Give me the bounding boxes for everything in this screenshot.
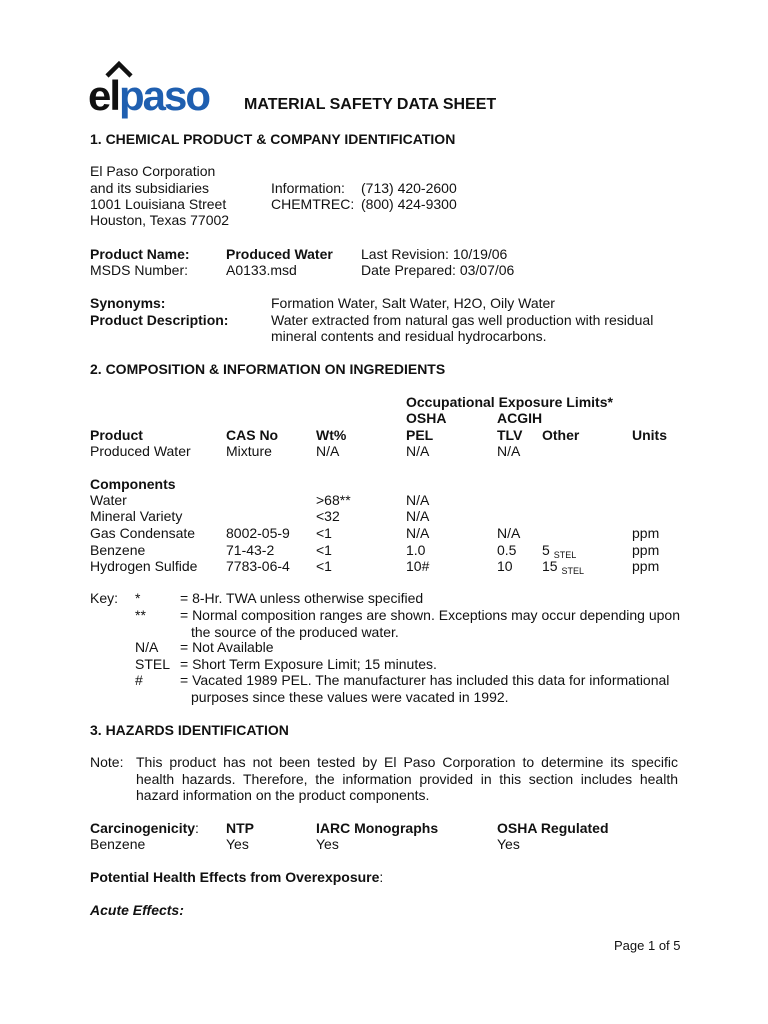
page-number: Page 1 of 5	[614, 938, 681, 953]
product-name-label: Product Name:	[90, 246, 190, 262]
page-title: MATERIAL SAFETY DATA SHEET	[244, 96, 497, 113]
component-units: ppm	[632, 558, 660, 574]
note-label: Note:	[90, 754, 124, 770]
section2-heading: 2. COMPOSITION & INFORMATION ON INGREDIENTS	[90, 361, 446, 377]
product-description-line: mineral contents and residual hydrocarbons.	[271, 328, 547, 344]
col-header-tlv: TLV	[497, 427, 523, 443]
msds-number-label: MSDS Number:	[90, 262, 189, 278]
col-header-units: Units	[632, 427, 667, 443]
col-header-wt: Wt%	[316, 427, 347, 443]
information-phone: (713) 420-2600	[361, 180, 457, 196]
msds-number-value: A0133.msd	[226, 262, 297, 278]
key-symbol: N/A	[135, 639, 159, 655]
osha-regulated-heading: OSHA Regulated	[497, 820, 609, 836]
chemtrec-phone: (800) 424-9300	[361, 196, 457, 212]
col-header-cas: CAS No	[226, 427, 279, 443]
key-text: = Normal composition ranges are shown. Exceptions may occur depending upon	[180, 607, 681, 623]
key-text: = Vacated 1989 PEL. The manufacturer has included this data for informational	[180, 672, 670, 688]
component-tlv: 10	[497, 558, 513, 574]
last-revision: Last Revision: 10/19/06	[361, 246, 508, 262]
key-text: = Short Term Exposure Limit; 15 minutes.	[180, 656, 437, 672]
oel-heading: Occupational Exposure Limits*	[406, 394, 613, 410]
component-pel: 10#	[406, 558, 430, 574]
component-wt: <1	[316, 525, 332, 541]
section1-heading: 1. CHEMICAL PRODUCT & COMPANY IDENTIFICATION	[90, 131, 456, 147]
osha-heading: OSHA	[406, 410, 447, 426]
component-tlv: 0.5	[497, 542, 517, 558]
information-label: Information:	[271, 180, 345, 196]
synonyms-label: Synonyms:	[90, 295, 166, 311]
address-line: 1001 Louisiana Street	[90, 196, 227, 212]
key-symbol: **	[135, 607, 146, 623]
component-pel: N/A	[406, 508, 430, 524]
key-symbol: #	[135, 672, 143, 688]
acute-effects-label: Acute Effects:	[90, 902, 184, 918]
date-prepared: Date Prepared: 03/07/06	[361, 262, 515, 278]
carcinogenicity-label: Carcinogenicity:	[90, 820, 199, 836]
product-row-pel: N/A	[406, 443, 430, 459]
component-units: ppm	[632, 525, 660, 541]
carc-row-name: Benzene	[90, 836, 146, 852]
acgih-heading: ACGIH	[497, 410, 543, 426]
product-row-cas: Mixture	[226, 443, 272, 459]
component-wt: <1	[316, 542, 332, 558]
potential-health-effects-label: Potential Health Effects from Overexposure:	[90, 869, 384, 885]
col-header-pel: PEL	[406, 427, 434, 443]
el-paso-logo	[88, 60, 220, 120]
component-name: Benzene	[90, 542, 146, 558]
component-name: Mineral Variety	[90, 508, 183, 524]
key-text-continued: the source of the produced water.	[191, 624, 399, 640]
component-cas: 8002-05-9	[226, 525, 290, 541]
product-row-tlv: N/A	[497, 443, 521, 459]
component-pel: N/A	[406, 525, 430, 541]
component-wt: <1	[316, 558, 332, 574]
product-name-value: Produced Water	[226, 246, 333, 262]
component-pel: N/A	[406, 492, 430, 508]
col-header-product: Product	[90, 427, 143, 443]
col-header-other: Other	[542, 427, 580, 443]
section3-heading: 3. HAZARDS IDENTIFICATION	[90, 722, 289, 738]
component-wt: <32	[316, 508, 340, 524]
product-description-label: Product Description:	[90, 312, 229, 328]
component-other: 15 $_{STEL}$	[542, 558, 584, 576]
component-name: Hydrogen Sulfide	[90, 558, 198, 574]
component-cas: 7783-06-4	[226, 558, 290, 574]
component-cas: 71-43-2	[226, 542, 275, 558]
component-tlv: N/A	[497, 525, 521, 541]
stel-subscript: STEL	[561, 566, 584, 576]
component-units: ppm	[632, 542, 660, 558]
address-line: and its subsidiaries	[90, 180, 210, 196]
ntp-heading: NTP	[226, 820, 254, 836]
iarc-heading: IARC Monographs	[316, 820, 439, 836]
components-label: Components	[90, 476, 176, 492]
stel-subscript: STEL	[553, 550, 577, 560]
component-pel: 1.0	[406, 542, 426, 558]
address-line: Houston, Texas 77002	[90, 212, 230, 228]
product-row-name: Produced Water	[90, 443, 191, 459]
key-text: = Not Available	[180, 639, 274, 655]
carc-row-osha: Yes	[497, 836, 520, 852]
key-label: Key:	[90, 590, 119, 606]
chemtrec-label: CHEMTREC:	[271, 196, 355, 212]
key-symbol: *	[135, 590, 141, 606]
component-name: Gas Condensate	[90, 525, 196, 541]
component-other: 5 $_{STEL}$	[542, 542, 577, 560]
synonyms-value: Formation Water, Salt Water, H2O, Oily Water	[271, 295, 555, 311]
note-text: This product has not been tested by El Paso Corporation to determine its specific health hazards. Therefore, the information provided in this section includes health hazard information on the product components.	[136, 754, 678, 803]
component-wt: >68**	[316, 492, 351, 508]
carc-row-ntp: Yes	[226, 836, 249, 852]
key-symbol: STEL	[135, 656, 171, 672]
component-name: Water	[90, 492, 127, 508]
address-line: El Paso Corporation	[90, 163, 216, 179]
key-text-continued: purposes since these values were vacated in 1992.	[191, 689, 509, 705]
product-description-line: Water extracted from natural gas well production with residual	[271, 312, 654, 328]
logo-wordmark: elpaso	[88, 72, 210, 119]
product-row-wt: N/A	[316, 443, 340, 459]
key-text: = 8-Hr. TWA unless otherwise specified	[180, 590, 424, 606]
carc-row-iarc: Yes	[316, 836, 339, 852]
